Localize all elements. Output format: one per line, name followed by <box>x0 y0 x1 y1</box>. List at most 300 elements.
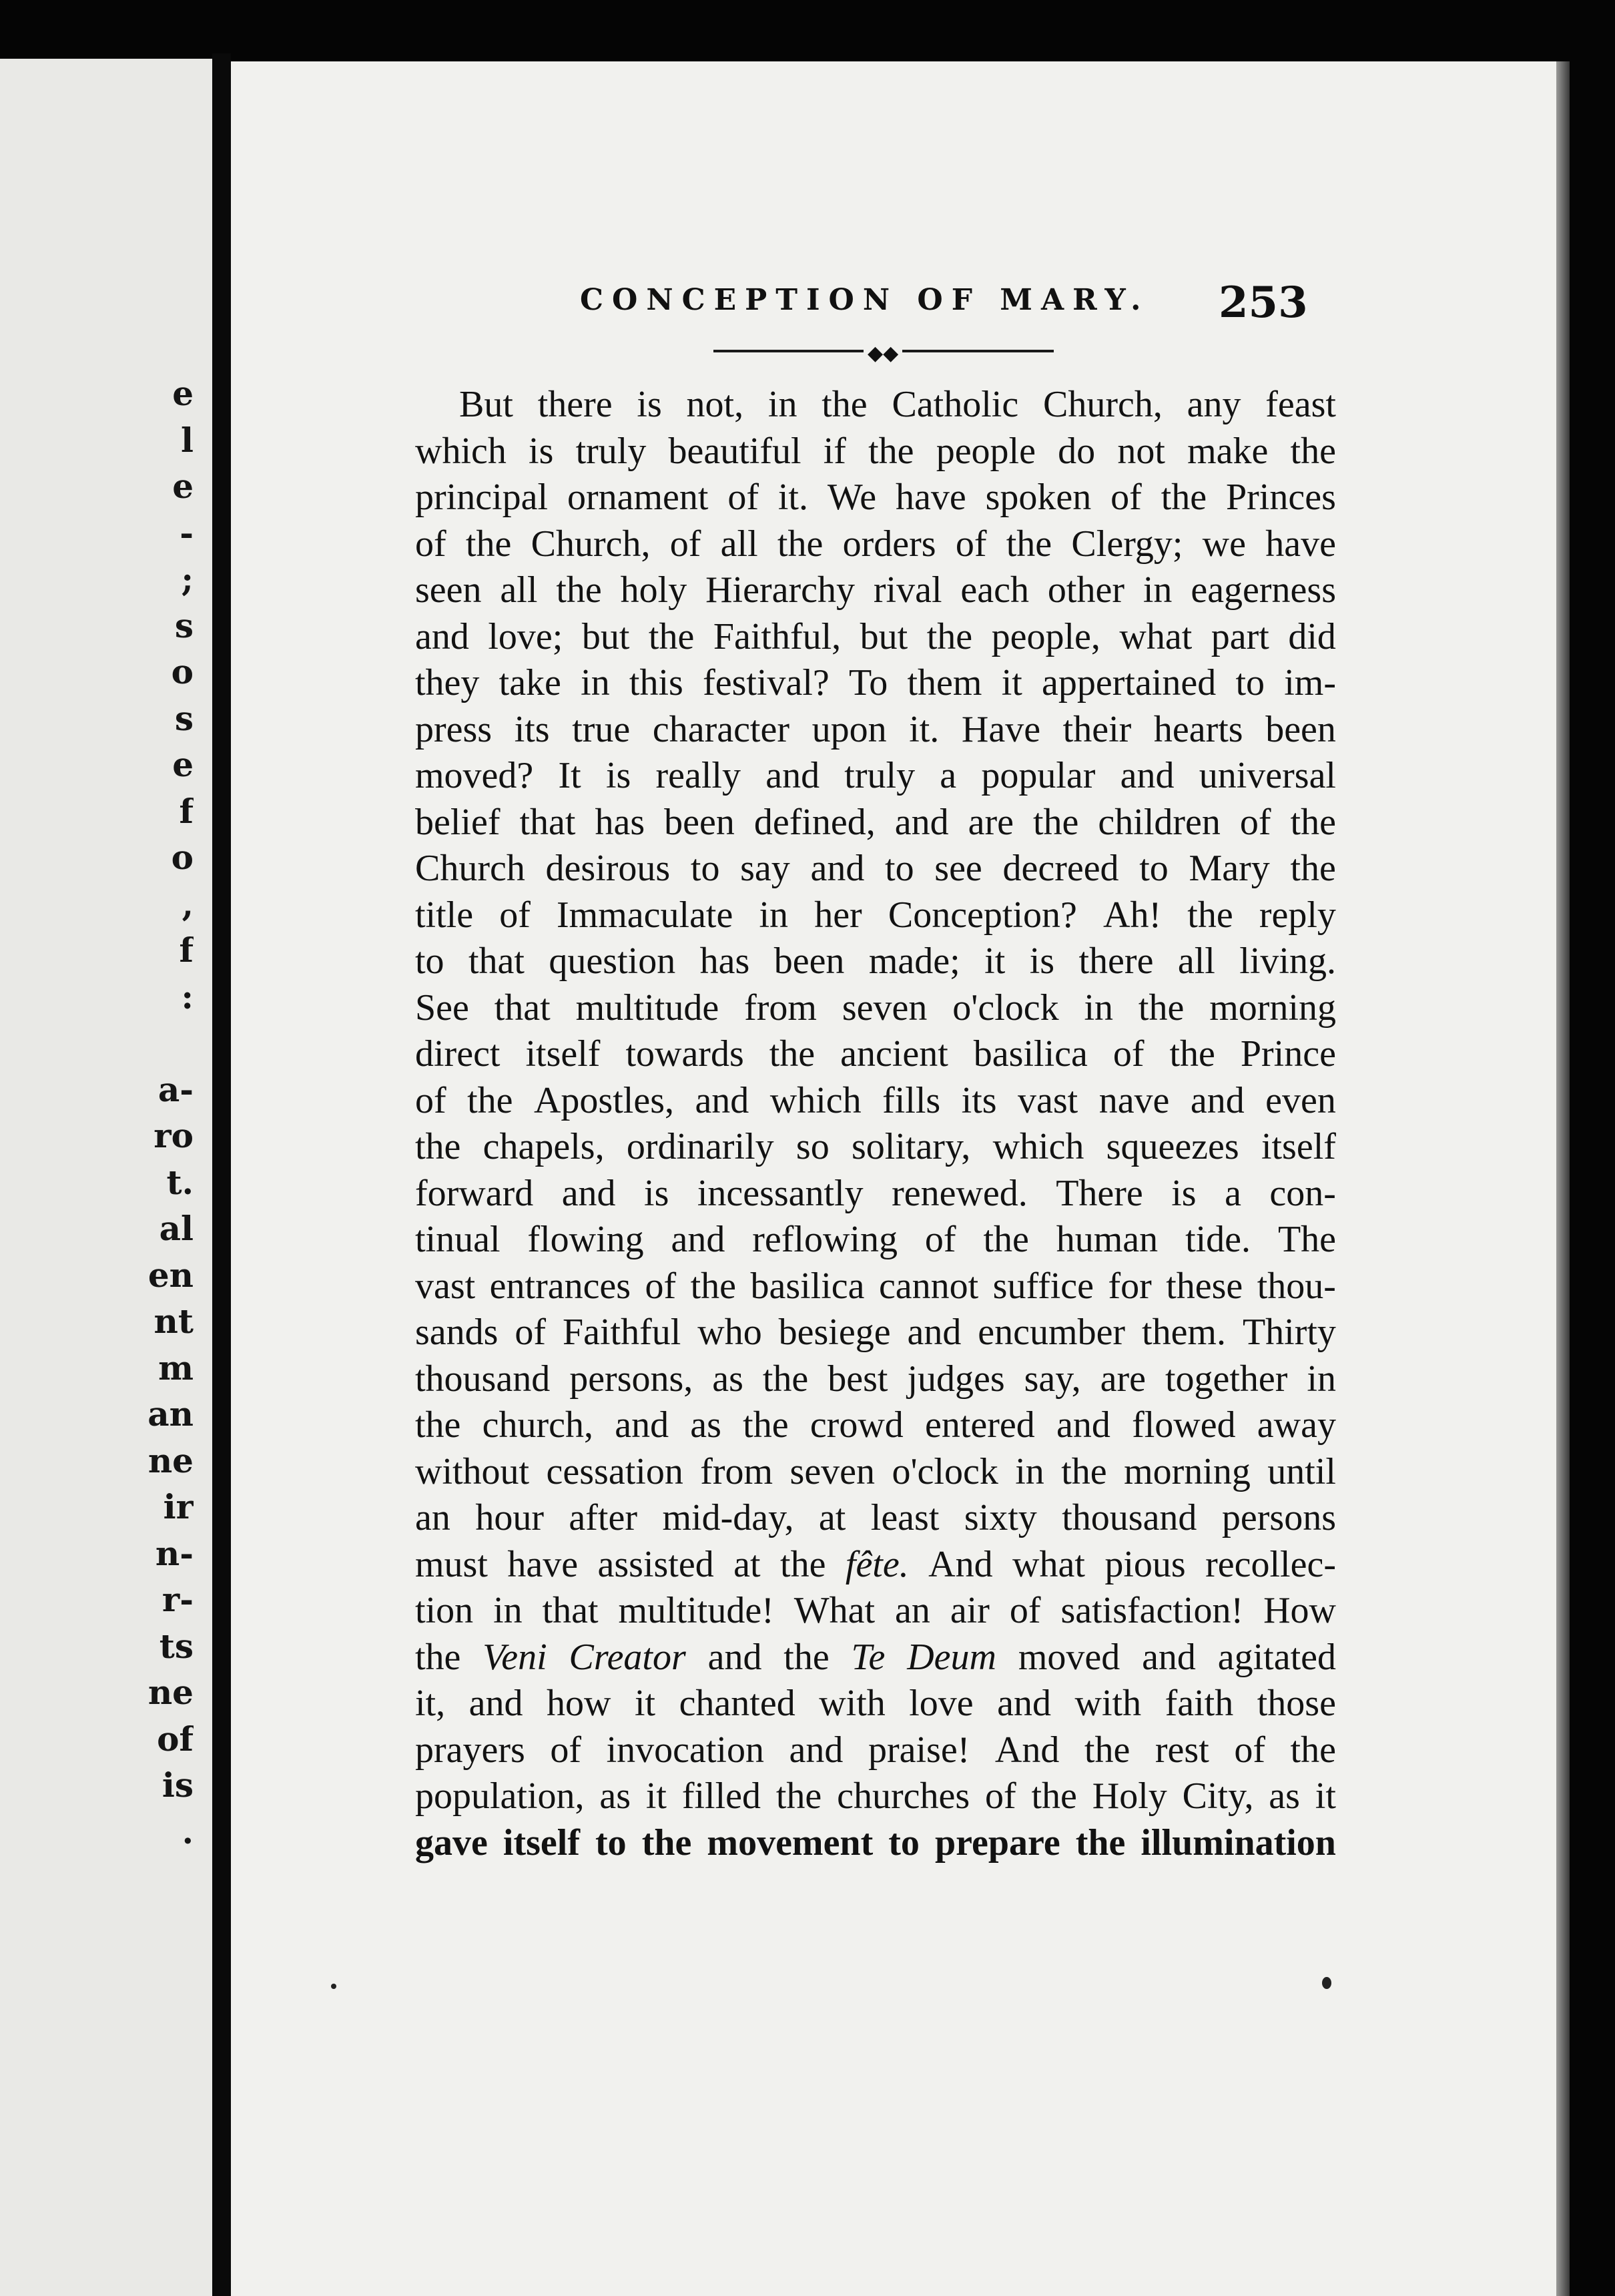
word: the <box>868 430 914 472</box>
word: church, <box>482 1404 593 1446</box>
facing-fragment: an <box>147 1394 194 1434</box>
word: direct <box>415 1033 501 1075</box>
word: all <box>1177 940 1215 982</box>
word: the <box>775 1775 822 1817</box>
word: been <box>773 940 845 982</box>
word: even <box>1265 1079 1336 1121</box>
facing-fragment: of <box>157 1719 194 1759</box>
word: judges <box>907 1358 1005 1400</box>
word: truly <box>575 430 647 472</box>
word: cannot <box>878 1265 979 1307</box>
text-line <box>415 1727 1336 1774</box>
facing-fragment: f <box>179 930 194 970</box>
text-line <box>415 1495 1336 1542</box>
word: incessantly <box>697 1172 864 1214</box>
word: itself <box>525 1033 601 1075</box>
word: there <box>1078 940 1154 982</box>
text-line <box>415 707 1336 754</box>
word: persons, <box>569 1358 693 1400</box>
word: is <box>644 1172 669 1214</box>
text-line <box>415 567 1336 614</box>
word: satisfaction! <box>1060 1590 1244 1631</box>
word: con- <box>1269 1172 1336 1214</box>
word: it <box>645 1775 667 1817</box>
word: have <box>1265 523 1336 565</box>
word: and <box>561 1172 616 1214</box>
word: cessation <box>546 1450 683 1492</box>
page-header <box>231 278 1556 336</box>
word: away <box>1257 1404 1336 1446</box>
word: holy <box>620 569 687 611</box>
facing-fragment: e <box>172 467 194 506</box>
word: to <box>885 848 914 889</box>
facing-fragment: ne <box>147 1440 194 1480</box>
word: desirous <box>545 848 671 889</box>
word: the <box>415 1636 461 1678</box>
word: and <box>468 1683 523 1724</box>
word: it <box>1001 662 1022 703</box>
word: the <box>783 1636 830 1678</box>
word: what <box>1119 615 1193 657</box>
facing-fragment: is <box>162 1765 194 1805</box>
text-line <box>415 660 1336 707</box>
word: in <box>1015 1450 1044 1492</box>
running-head: CONCEPTION OF MARY. <box>580 283 1150 317</box>
word: agitated <box>1217 1636 1336 1678</box>
word: of <box>415 1079 446 1121</box>
word: of <box>645 1265 677 1307</box>
word: the <box>467 1079 513 1121</box>
word: in <box>581 662 610 703</box>
word: recollec- <box>1205 1543 1336 1585</box>
word: the <box>641 1821 692 1863</box>
facing-fragment: : <box>181 976 194 1017</box>
word: defined, <box>753 801 876 843</box>
word: it <box>1315 1775 1336 1817</box>
word: Immaculate <box>557 894 733 936</box>
text-line <box>415 846 1336 892</box>
word: not, <box>686 384 744 425</box>
word: the <box>556 569 602 611</box>
word: all <box>500 569 538 611</box>
text-line <box>415 1310 1336 1356</box>
facing-page-fragments <box>0 370 194 1855</box>
word: the <box>465 523 512 565</box>
text-line <box>415 1263 1336 1310</box>
book-gutter <box>212 53 231 2296</box>
word: and <box>765 755 820 796</box>
word: illumination <box>1141 1821 1336 1863</box>
facing-fragment: . <box>182 1811 194 1851</box>
word: of <box>499 894 531 936</box>
word: movement <box>707 1821 874 1863</box>
text-line <box>415 1820 1336 1867</box>
word: solitary, <box>851 1126 971 1167</box>
facing-fragment: - <box>180 513 194 553</box>
word: the <box>1032 801 1079 843</box>
word: the <box>1084 1729 1130 1771</box>
facing-fragment: s <box>174 605 194 645</box>
word: entrances <box>489 1265 631 1307</box>
word: which <box>992 1126 1084 1167</box>
word: is <box>1029 940 1055 982</box>
word: any <box>1187 384 1241 425</box>
word: there <box>537 384 613 425</box>
word: Mary <box>1189 848 1270 889</box>
word: principal <box>415 477 549 518</box>
word: made; <box>868 940 960 982</box>
facing-fragment: ts <box>159 1626 194 1666</box>
word: invocation <box>606 1729 764 1771</box>
word: assisted <box>597 1543 714 1585</box>
page-right-edge <box>1556 61 1570 2296</box>
text-line <box>415 1078 1336 1125</box>
word: the <box>1075 1821 1126 1863</box>
word: the <box>1138 986 1185 1029</box>
word: its <box>514 708 550 750</box>
word: rest <box>1155 1729 1209 1771</box>
text-line <box>415 753 1336 800</box>
word: tinual <box>415 1219 501 1260</box>
word: in <box>493 1590 523 1631</box>
facing-fragment: e <box>172 374 194 413</box>
word: the <box>1290 801 1336 843</box>
word: rival <box>873 569 942 611</box>
word: the <box>743 1404 789 1446</box>
word: flowing <box>527 1219 644 1260</box>
word: been <box>664 801 735 843</box>
word: we <box>1202 523 1246 565</box>
word: this <box>629 662 683 703</box>
word: her <box>814 894 862 936</box>
word: at <box>818 1497 846 1538</box>
word: for <box>1108 1265 1152 1307</box>
word: all <box>720 523 758 565</box>
word: reply <box>1259 894 1336 936</box>
text-line <box>415 614 1336 661</box>
word: are <box>1100 1358 1146 1400</box>
word: see <box>934 848 982 889</box>
word: o'clock <box>892 1450 998 1492</box>
word: been <box>1265 708 1336 750</box>
word: nave <box>1098 1079 1170 1121</box>
word: feast <box>1265 384 1336 425</box>
word: morning <box>1209 986 1336 1029</box>
word: hour <box>475 1497 544 1538</box>
text-line <box>415 892 1336 939</box>
word: the <box>690 1265 737 1307</box>
word: from <box>744 986 817 1029</box>
word: those <box>1257 1683 1336 1724</box>
word: without <box>415 1450 530 1492</box>
facing-fragment: o <box>171 838 194 877</box>
word: im- <box>1284 662 1336 703</box>
word: in <box>767 384 797 425</box>
word: the <box>769 1033 816 1075</box>
word: Hierarchy <box>705 569 855 611</box>
word: fête. <box>845 1543 909 1585</box>
word: forward <box>415 1172 534 1214</box>
word: of <box>1110 477 1142 518</box>
word: the <box>415 1404 461 1446</box>
text-line <box>415 1681 1336 1727</box>
word: ordinarily <box>626 1126 774 1167</box>
facing-fragment: en <box>147 1255 194 1295</box>
facing-fragment: l <box>181 420 194 460</box>
word: the <box>822 384 868 425</box>
word: To <box>848 662 888 703</box>
facing-fragment: ir <box>163 1487 194 1526</box>
word: each <box>960 569 1029 611</box>
word: they <box>415 662 480 703</box>
word: as <box>1269 1775 1300 1817</box>
word: say <box>740 848 790 889</box>
word: it, <box>415 1683 446 1724</box>
facing-fragment: m <box>158 1348 194 1388</box>
text-line <box>415 1635 1336 1681</box>
word: beautiful <box>668 430 801 472</box>
word: character <box>652 708 789 750</box>
word: so <box>795 1126 830 1167</box>
facing-fragment: n- <box>155 1533 194 1573</box>
word: to <box>595 1821 627 1863</box>
word: itself <box>503 1821 580 1863</box>
word: until <box>1267 1450 1336 1492</box>
text-line <box>415 521 1336 568</box>
word: and <box>1120 755 1175 796</box>
word: praise! <box>868 1729 970 1771</box>
word: them. <box>1142 1312 1226 1353</box>
word: spoken <box>985 477 1092 518</box>
word: hearts <box>1153 708 1243 750</box>
word: moved <box>1018 1636 1120 1678</box>
word: is <box>529 430 554 472</box>
word: Faithful, <box>713 615 842 657</box>
facing-fragment: r- <box>162 1580 194 1619</box>
word: the <box>762 1358 809 1400</box>
word: of <box>1009 1590 1041 1631</box>
word: tide. <box>1185 1219 1251 1260</box>
word: decreed <box>1002 848 1119 889</box>
word: and <box>1142 1636 1196 1678</box>
word: basilica <box>750 1265 865 1307</box>
facing-fragment: ne <box>147 1673 194 1712</box>
word: is <box>637 384 662 425</box>
word: living. <box>1239 940 1336 982</box>
facing-fragment: ; <box>181 559 194 599</box>
word: thou- <box>1257 1265 1336 1307</box>
facing-fragment: , <box>182 884 194 924</box>
word: and <box>695 1079 749 1121</box>
word: vast <box>1018 1079 1078 1121</box>
text-line <box>415 938 1336 985</box>
text-line <box>415 800 1336 846</box>
text-line <box>415 1773 1336 1820</box>
word: The <box>1277 1219 1336 1260</box>
word: Ah! <box>1103 894 1162 936</box>
word: the <box>1061 1450 1107 1492</box>
word: together <box>1165 1358 1288 1400</box>
word: in <box>1084 986 1114 1029</box>
word: festival? <box>703 662 830 703</box>
word: is <box>605 755 631 796</box>
word: of <box>415 523 446 565</box>
word: of <box>1234 1729 1265 1771</box>
word: has <box>699 940 750 982</box>
word: chapels, <box>482 1126 605 1167</box>
word: title <box>415 894 474 936</box>
word: the <box>1161 477 1207 518</box>
word: and <box>997 1683 1052 1724</box>
text-line <box>415 1171 1336 1217</box>
print-speck <box>331 1984 336 1989</box>
word: love <box>909 1683 974 1724</box>
word: and <box>1190 1079 1245 1121</box>
word: the <box>926 615 973 657</box>
word: thousand <box>1062 1497 1197 1538</box>
word: mid-day, <box>662 1497 794 1538</box>
word: truly <box>844 755 916 796</box>
word: thousand <box>415 1358 551 1400</box>
text-line <box>415 1402 1336 1449</box>
word: the <box>1187 894 1233 936</box>
word: churches <box>837 1775 970 1817</box>
word: best <box>828 1358 888 1400</box>
word: have <box>507 1543 579 1585</box>
word: appertained <box>1042 662 1217 703</box>
word: Prince <box>1240 1033 1336 1075</box>
word: seven <box>789 1450 876 1492</box>
facing-fragment: al <box>159 1209 194 1248</box>
word: and <box>789 1729 844 1771</box>
word: suffice <box>992 1265 1094 1307</box>
word: ornament <box>567 477 709 518</box>
word: not <box>1117 430 1165 472</box>
word: in <box>759 894 789 936</box>
word: if <box>823 430 846 472</box>
word: ancient <box>840 1033 948 1075</box>
word: the <box>648 615 695 657</box>
word: and <box>1056 1404 1110 1446</box>
word: squeezes <box>1106 1126 1239 1167</box>
word: people, <box>991 615 1100 657</box>
word: vast <box>415 1265 476 1307</box>
word: pious <box>1104 1543 1186 1585</box>
word: upon <box>812 708 887 750</box>
word: sands <box>415 1312 499 1353</box>
word: Church, <box>531 523 651 565</box>
word: to <box>1235 662 1265 703</box>
word: of <box>550 1729 582 1771</box>
word: Clergy; <box>1071 523 1183 565</box>
word: eagerness <box>1191 569 1336 611</box>
word: the <box>1031 1775 1077 1817</box>
word: and <box>615 1404 669 1446</box>
word: question <box>549 940 676 982</box>
word: tion <box>415 1590 474 1631</box>
word: in <box>1307 1358 1336 1400</box>
word: who <box>697 1312 762 1353</box>
word: What <box>793 1590 876 1631</box>
word: from <box>700 1450 773 1492</box>
word: Catholic <box>892 384 1019 425</box>
word: do <box>1058 430 1096 472</box>
word: which <box>769 1079 862 1121</box>
word: their <box>1062 708 1132 750</box>
word: to <box>415 940 444 982</box>
body-text <box>415 382 1336 1866</box>
word: itself <box>1261 1126 1336 1167</box>
word: it. <box>777 477 808 518</box>
word: but <box>860 615 908 657</box>
word: And <box>928 1543 993 1585</box>
word: And <box>994 1729 1060 1771</box>
word: other <box>1047 569 1124 611</box>
word: fills <box>882 1079 941 1121</box>
word: See <box>415 986 469 1029</box>
word: and <box>415 615 469 657</box>
word: the <box>780 1543 826 1585</box>
word: to <box>1139 848 1169 889</box>
word: the <box>1169 1033 1215 1075</box>
word: these <box>1166 1265 1243 1307</box>
word: Thirty <box>1242 1312 1336 1353</box>
word: its <box>961 1079 997 1121</box>
book-page <box>231 61 1556 2296</box>
word: moved? <box>415 755 534 796</box>
word: prayers <box>415 1729 525 1771</box>
facing-fragment <box>0 1020 194 1067</box>
word: to <box>888 1821 920 1863</box>
word: with <box>1074 1683 1142 1724</box>
facing-fragment: t. <box>166 1162 194 1202</box>
word: have <box>896 477 966 518</box>
word: Church, <box>1042 384 1163 425</box>
word: the <box>1006 523 1052 565</box>
word: of <box>727 477 759 518</box>
word: besiege <box>778 1312 891 1353</box>
print-speck <box>1322 1977 1331 1989</box>
word: how <box>546 1683 611 1724</box>
word: that <box>494 986 551 1029</box>
word: gave <box>415 1821 488 1863</box>
word: true <box>572 708 631 750</box>
text-line <box>415 1356 1336 1403</box>
text-line <box>415 1588 1336 1635</box>
word: Conception? <box>888 894 1077 936</box>
word: reflowing <box>752 1219 898 1260</box>
word: that <box>468 940 525 982</box>
word: entered <box>924 1404 1035 1446</box>
word: take <box>499 662 561 703</box>
word: of <box>955 523 987 565</box>
word: to <box>690 848 720 889</box>
text-line <box>415 1449 1336 1496</box>
word: has <box>595 801 645 843</box>
word: it <box>984 940 1006 982</box>
word: Faithful <box>562 1312 681 1353</box>
word: in <box>1143 569 1173 611</box>
word: the <box>1290 430 1336 472</box>
word: persons <box>1221 1497 1336 1538</box>
rule-ornament: ◆◆ <box>864 342 902 365</box>
word: it. <box>909 708 940 750</box>
word: as <box>599 1775 631 1817</box>
word: of <box>515 1312 547 1353</box>
word: press <box>415 708 493 750</box>
word: Te <box>851 1636 886 1678</box>
facing-fragment: nt <box>153 1302 194 1341</box>
